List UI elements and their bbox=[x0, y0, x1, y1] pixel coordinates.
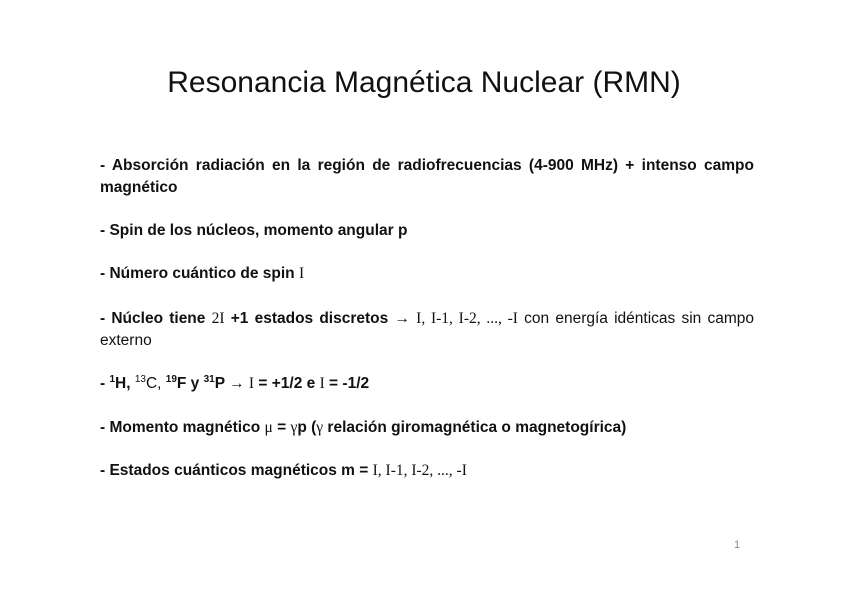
page-number: 1 bbox=[734, 539, 741, 551]
bullet-dash: - bbox=[100, 375, 110, 392]
slide-title: Resonancia Magnética Nuclear (RMN) bbox=[167, 66, 681, 99]
symbol-I: I bbox=[248, 375, 255, 392]
bullet-discrete-states bbox=[100, 308, 754, 352]
bullet-text: - Núcleo tiene bbox=[100, 310, 212, 327]
bullet-text: +1 estados discretos → bbox=[224, 310, 417, 327]
bullet-spin bbox=[100, 220, 754, 242]
symbol-mu: μ bbox=[264, 419, 273, 436]
bullet-absorption bbox=[100, 155, 754, 199]
mass-number: 19 bbox=[165, 374, 177, 385]
bullet-magnetic-states bbox=[100, 460, 754, 482]
equation: = -1/2 bbox=[324, 375, 370, 392]
bullet-quantum-number bbox=[100, 263, 754, 285]
paren: ( bbox=[306, 419, 317, 436]
bullet-text: - Momento magnético bbox=[100, 419, 265, 436]
bullet-text: relación giromagnética o magnetogírica) bbox=[323, 419, 627, 436]
equation: = +1/2 e bbox=[254, 375, 320, 392]
states-list: I, I-1, I-2, ..., -I bbox=[372, 462, 467, 479]
bullet-magnetic-moment bbox=[100, 417, 754, 439]
bullet-text: con energía idénticas sin campo externo bbox=[100, 310, 755, 349]
mass-number: 31 bbox=[203, 374, 215, 385]
symbol-p: p bbox=[297, 419, 307, 436]
symbol-I: I bbox=[298, 265, 305, 282]
element: F y bbox=[176, 375, 204, 392]
bullet-text: - Número cuántico de spin bbox=[100, 265, 299, 282]
symbol-gamma: γ bbox=[290, 419, 298, 436]
element: H, bbox=[115, 375, 135, 392]
equals: = bbox=[272, 419, 291, 436]
bullet-text: - Estados cuánticos magnéticos m = bbox=[100, 462, 373, 479]
bullet-text: - Absorción radiación en la región de radiofrecuencias (4-900 MHz) + intenso campo magnético bbox=[100, 157, 754, 196]
element: P → bbox=[214, 375, 249, 392]
symbol-gamma: γ bbox=[316, 419, 324, 436]
states-list: I, I-1, I-2, ..., -I bbox=[416, 310, 518, 327]
symbol-I: I bbox=[319, 375, 325, 392]
mass-number: 13 bbox=[134, 374, 146, 385]
symbol-2I: 2I bbox=[211, 310, 225, 327]
element: C, bbox=[145, 375, 166, 392]
bullet-text: - Spin de los núcleos, momento angular bbox=[100, 222, 398, 239]
symbol-p: p bbox=[397, 222, 408, 239]
mass-number: 1 bbox=[109, 374, 116, 385]
bullet-isotopes bbox=[100, 373, 754, 395]
